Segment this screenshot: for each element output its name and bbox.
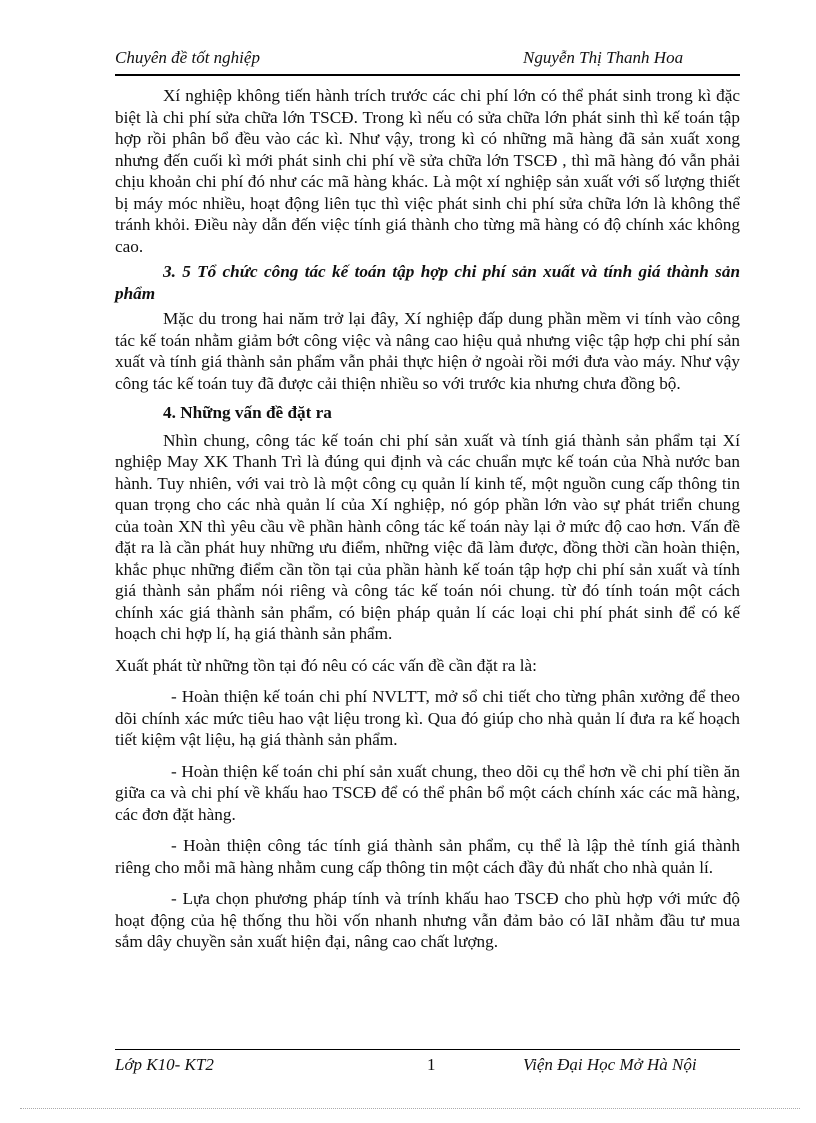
list-item-cost-calculation: - Hoàn thiện công tác tính giá thành sản phẩm, cụ thể là lập thẻ tính giá thành riêng cho mỗi mã hàng nhằm cung cấp thông tin một cách đầy đủ nhất cho nhà quản lí.: [115, 836, 740, 877]
paragraph-repair-costs: Xí nghiệp không tiến hành trích trước các chi phí lớn có thể phát sinh trong kì đặc biệt là chi phí sửa chữa lớn TSCĐ. Trong kì nếu có sửa chữa lớn phát sinh thì kế toán tập hợp rồi phân bổ đều vào các kì. Như vậy, trong kì có những mã hàng đã sản xuất xong nhưng đến cuối kì mới phát sinh chi phí về sửa chữa lớn TSCĐ , thì mã hàng đó vẫn phải chịu khoản chi phí đó như các mã hàng khác. Là một xí nghiệp sản xuất với số lượng thiết bị máy móc nhiều, hoạt động liên tục thì việc phát sinh chi phí sửa chữa lớn là không thể tránh khỏi. Điều này dẫn đến việc tính giá thành cho từng mã hàng có độ chính xác không cao.: [115, 86, 740, 256]
paragraph-software: Mặc du trong hai năm trở lại đây, Xí nghiệp đấp dung phần mềm vi tính vào công tác kế toán nhằm giảm bớt công việc và nâng cao hiệu quả nhưng việc tập hợp chi phí sản xuất và tính giá thành sản phẩm vẫn phải thực hiện ở ngoài rồi mới đưa vào máy. Như vậy công tác kế toán tuy đã được cải thiện nhiều so với trước kia nhưng chưa đồng bộ.: [115, 309, 740, 393]
page-number: 1: [427, 1055, 436, 1074]
paragraph-overview: Nhìn chung, công tác kế toán chi phí sản xuất và tính giá thành sản phẩm tại Xí nghiệp May XK Thanh Trì là đúng qui định và các chuẩn mực kế toán của Nhà nước ban hành. Tuy nhiên, với vai trò là một công cụ quản lí kinh tế, một nguồn cung cấp thông tin quan trọng cho các nhà quản lí của Xí nghiệp, nó góp phần lớn vào sự phát triển chung của toàn XN thì yêu cầu về phần hành công tác kế toán này lại ở mức độ cao hơn. Vấn đề đặt ra là cần phát huy những ưu điểm, những việc đã làm được, đồng thời cần hoàn thiện, khắc phục những điểm cần tồn tại của phần hành kế toán tập hợp chi phí sản xuất và tính giá thành sản phẩm nói riêng và công tác kế toán nói chung. từ đó tính toán một cách chính xác giá thành sản phẩm, có biện pháp quản lí các loại chi phí phát sinh để có kế hoạch chi hợp lí, hạ giá thành sản phẩm.: [115, 430, 740, 643]
document-body: [115, 85, 740, 953]
paragraph-issues-intro: Xuất phát từ những tồn tại đó nêu có các vấn đề cần đặt ra là:: [115, 655, 537, 675]
section-heading-4: 4. Những vấn đề đặt ra: [163, 403, 332, 422]
page-bottom-boundary: [20, 1108, 800, 1109]
footer-institution: Viện Đại Học Mở Hà Nội: [523, 1055, 697, 1074]
list-item-nvltt: - Hoàn thiện kế toán chi phí NVLTT, mở sổ chi tiết cho từng phân xưởng để theo dõi chính xác mức tiêu hao vật liệu trong kì. Qua đó giúp cho nhà quản lí đưa ra kế hoạch tiết kiệm vật liệu, hạ giá thành sản phẩm.: [115, 687, 740, 749]
list-item-depreciation: - Lựa chọn phương pháp tính và trính khấu hao TSCĐ cho phù hợp với mức độ hoạt động của hệ thống thu hồi vốn nhanh nhưng vẫn đảm bảo có lãI nhằm đầu tư mua sắm dây chuyền sản xuất hiện đại, nâng cao chất lượng.: [115, 889, 740, 951]
header-divider: [115, 74, 740, 76]
section-heading-3-5: 3. 5 Tổ chức công tác kế toán tập hợp chi phí sản xuất và tính giá thành sản phẩm: [115, 262, 740, 303]
header-author: Nguyễn Thị Thanh Hoa: [523, 48, 684, 67]
list-item-general-costs: - Hoàn thiện kế toán chi phí sản xuất chung, theo dõi cụ thể hơn về chi phí tiền ăn giữa ca và chi phí về khấu hao TSCĐ để có thể phân bổ một cách chính xác các mã hàng, các đơn đặt hàng.: [115, 761, 740, 824]
footer-divider: [115, 1049, 740, 1050]
header-title: Chuyên đề tốt nghiệp: [115, 48, 260, 67]
footer-class: Lớp K10- KT2: [115, 1055, 214, 1074]
